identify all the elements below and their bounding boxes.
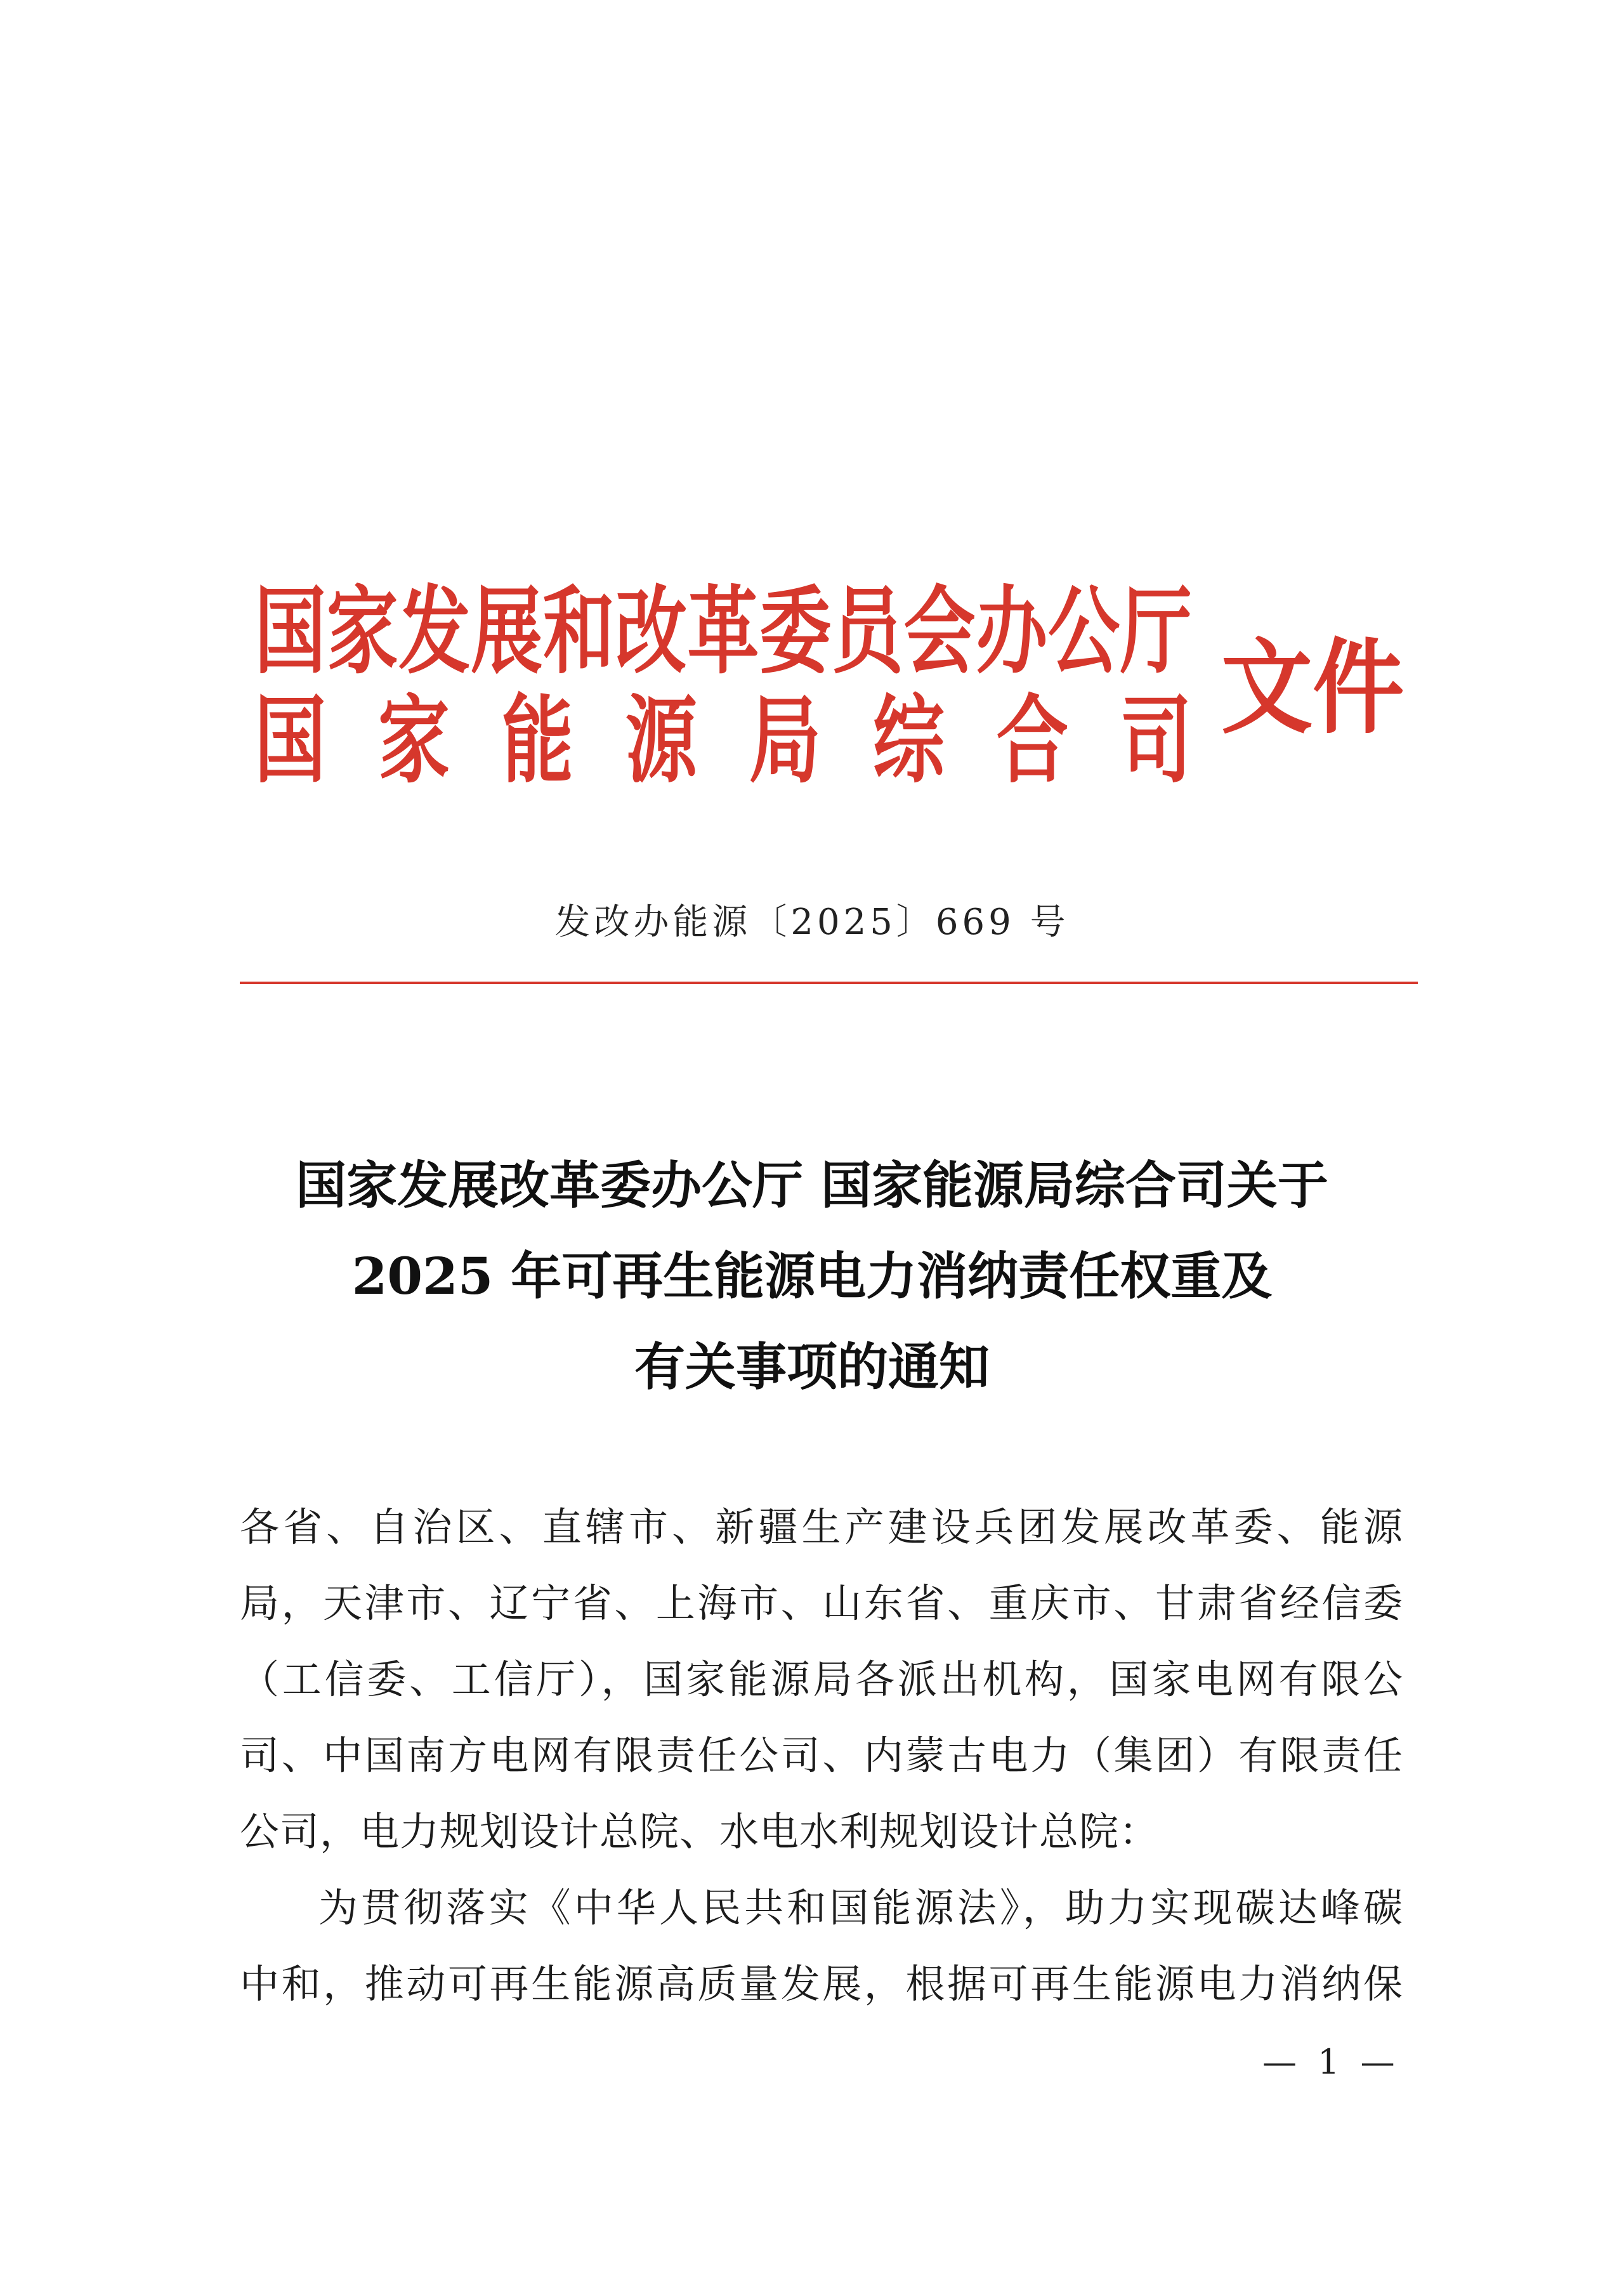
addressee-line: 局，天津市、辽宁省、上海市、山东省、重庆市、甘肃省经信委 (240, 1580, 1403, 1626)
paragraph-line: 中和，推动可再生能源高质量发展，根据可再生能源电力消纳保 (240, 1961, 1403, 2007)
title-line: 国家发展改革委办公厅 国家能源局综合司关于 (296, 1155, 1328, 1215)
addressee-line: 各省、自治区、直辖市、新疆生产建设兵团发展改革委、能源 (240, 1504, 1403, 1550)
title-line: 2025 年可再生能源电力消纳责任权重及 (351, 1246, 1273, 1306)
letterhead-org-line-1: 国家发展和改革委员会办公厅 (254, 580, 1192, 685)
addressee-line: 司、中国南方电网有限责任公司、内蒙古电力（集团）有限责任 (240, 1732, 1403, 1779)
red-separator-rule (240, 982, 1418, 984)
page-number: — 1 — (1262, 2042, 1400, 2082)
letterhead-org-line-2: 国家能源局综合司 (254, 689, 1192, 794)
document-body (240, 1489, 1403, 2022)
paragraph-line: 为贯彻落实《中华人民共和国能源法》，助力实现碳达峰碳 (318, 1885, 1403, 1931)
addressee-line: 公司，电力规划设计总院、水电水利规划设计总院： (240, 1808, 1160, 1855)
document-number: 发改办能源〔2025〕669 号 (554, 902, 1070, 943)
letterhead-doc-type: 文件 (1221, 633, 1405, 746)
addressee-line: （工信委、工信厅），国家能源局各派出机构，国家电网有限公 (240, 1656, 1403, 1702)
title-line: 有关事项的通知 (634, 1337, 990, 1397)
document-title (190, 1140, 1434, 1412)
